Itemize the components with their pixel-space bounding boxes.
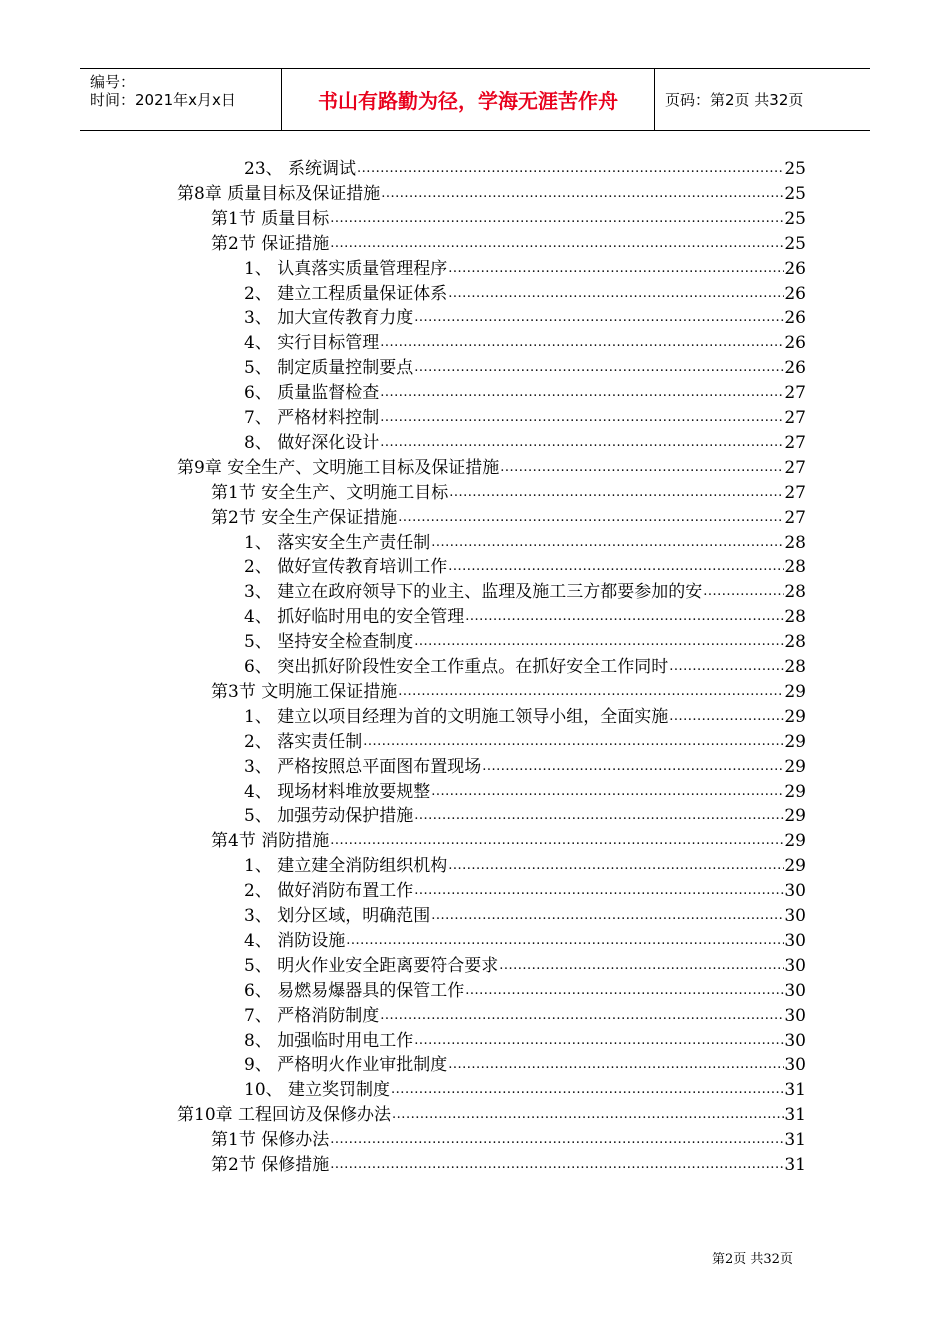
toc-entry-page: 27 bbox=[784, 507, 806, 528]
toc-entry-title: 1、 建立以项目经理为首的文明施工领导小组，全面实施 bbox=[244, 706, 669, 727]
toc-dot-leader bbox=[668, 657, 784, 677]
toc-entry-page: 28 bbox=[784, 557, 806, 578]
toc-entry-title: 3、 划分区域，明确范围 bbox=[244, 906, 431, 926]
toc-entry[interactable] bbox=[244, 628, 806, 652]
toc-entry-title: 第2节 保证措施 bbox=[211, 233, 330, 254]
toc-entry[interactable] bbox=[244, 1027, 806, 1051]
toc-dot-leader bbox=[329, 209, 784, 229]
toc-dot-leader bbox=[464, 607, 784, 627]
toc-entry-title: 第3节 文明施工保证措施 bbox=[211, 681, 398, 702]
toc-entry-page: 27 bbox=[784, 408, 806, 428]
toc-dot-leader bbox=[464, 981, 784, 1001]
toc-entry[interactable] bbox=[244, 603, 806, 627]
toc-entry-page: 28 bbox=[784, 657, 806, 677]
toc-entry-title: 8、 加强临时用电工作 bbox=[244, 1030, 414, 1051]
toc-entry-title: 3、 加大宣传教育力度 bbox=[244, 308, 414, 329]
toc-entry-title: 1、 认真落实质量管理程序 bbox=[244, 258, 448, 279]
toc-entry-page: 30 bbox=[784, 1055, 806, 1076]
toc-entry-page: 31 bbox=[784, 1105, 806, 1126]
toc-entry-title: 第10章 工程回访及保修办法 bbox=[177, 1105, 392, 1126]
toc-dot-leader bbox=[413, 806, 784, 826]
toc-entry[interactable] bbox=[244, 753, 806, 777]
toc-entry-title: 2、 落实责任制 bbox=[244, 731, 363, 752]
toc-dot-leader bbox=[498, 956, 784, 976]
toc-entry[interactable] bbox=[244, 653, 806, 677]
toc-entry-title: 8、 做好深化设计 bbox=[244, 432, 380, 453]
toc-entry[interactable] bbox=[244, 354, 806, 378]
toc-entry-title: 5、 制定质量控制要点 bbox=[244, 358, 414, 379]
header-motto: 书山有路勤为径，学海无涯苦作舟 bbox=[318, 89, 618, 113]
toc-entry[interactable] bbox=[244, 1002, 806, 1026]
toc-dot-leader bbox=[481, 757, 784, 777]
toc-entry[interactable] bbox=[244, 578, 806, 602]
toc-entry-page: 25 bbox=[784, 183, 806, 204]
toc-entry-page: 26 bbox=[784, 283, 806, 304]
toc-entry-title: 第2节 安全生产保证措施 bbox=[211, 507, 398, 528]
toc-entry[interactable] bbox=[244, 952, 806, 976]
toc-entry[interactable] bbox=[244, 728, 806, 752]
toc-entry-title: 4、 实行目标管理 bbox=[244, 333, 380, 354]
toc-entry[interactable] bbox=[244, 778, 806, 802]
toc-entry-page: 31 bbox=[784, 1080, 806, 1101]
toc-dot-leader bbox=[447, 259, 784, 279]
toc-dot-leader bbox=[430, 782, 784, 802]
toc-dot-leader bbox=[430, 906, 784, 926]
toc-entry-title: 5、 坚持安全检查制度 bbox=[244, 632, 414, 653]
toc-entry[interactable] bbox=[244, 927, 806, 951]
toc-entry[interactable] bbox=[244, 529, 806, 553]
toc-dot-leader bbox=[329, 234, 784, 254]
toc-entry[interactable] bbox=[244, 1051, 806, 1075]
toc-entry[interactable] bbox=[211, 504, 806, 528]
header-page-number: 页码：第2页 共32页 bbox=[665, 91, 804, 109]
toc-entry[interactable] bbox=[244, 553, 806, 577]
toc-entry-title: 第1节 质量目标 bbox=[211, 208, 330, 229]
toc-entry-page: 28 bbox=[784, 582, 806, 603]
toc-entry[interactable] bbox=[211, 827, 806, 851]
document-date-label: 时间：2021年x月x日 bbox=[90, 91, 236, 109]
toc-dot-leader bbox=[447, 1055, 784, 1075]
toc-entry-title: 5、 加强劳动保护措施 bbox=[244, 806, 414, 827]
toc-entry-title: 第2节 保修措施 bbox=[211, 1155, 330, 1175]
toc-dot-leader bbox=[702, 582, 784, 602]
toc-entry-page: 26 bbox=[784, 308, 806, 329]
toc-entry-page: 30 bbox=[784, 906, 806, 926]
toc-entry-page: 27 bbox=[784, 432, 806, 453]
toc-entry-title: 4、 现场材料堆放要规整 bbox=[244, 781, 431, 802]
toc-entry-title: 3、 建立在政府领导下的业主、监理及施工三方都要参加的安 bbox=[244, 582, 703, 603]
toc-entry-title: 第1节 安全生产、文明施工目标 bbox=[211, 482, 449, 503]
toc-dot-leader bbox=[397, 508, 784, 528]
toc-entry-title: 4、 消防设施 bbox=[244, 930, 346, 951]
toc-entry-title: 第8章 质量目标及保证措施 bbox=[177, 183, 381, 204]
toc-entry[interactable] bbox=[211, 1151, 806, 1175]
toc-entry[interactable] bbox=[244, 280, 806, 304]
toc-entry[interactable] bbox=[177, 1101, 806, 1125]
page-header bbox=[80, 68, 870, 131]
toc-entry-page: 29 bbox=[784, 856, 806, 877]
toc-entry-title: 第1节 保修办法 bbox=[211, 1130, 330, 1151]
toc-dot-leader bbox=[413, 358, 784, 378]
toc-dot-leader bbox=[379, 333, 784, 353]
toc-entry-page: 27 bbox=[784, 383, 806, 404]
toc-entry[interactable] bbox=[244, 404, 806, 428]
toc-dot-leader bbox=[390, 1080, 784, 1100]
toc-entry-title: 2、 做好宣传教育培训工作 bbox=[244, 557, 448, 578]
toc-entry-page: 29 bbox=[784, 806, 806, 827]
toc-entry[interactable] bbox=[244, 379, 806, 403]
page-footer-number: 第2页 共32页 bbox=[712, 1252, 793, 1267]
toc-entry-page: 30 bbox=[784, 1005, 806, 1026]
toc-entry[interactable] bbox=[244, 703, 806, 727]
toc-entry-page: 29 bbox=[784, 731, 806, 752]
toc-entry-page: 31 bbox=[784, 1155, 806, 1175]
toc-dot-leader bbox=[379, 1006, 784, 1026]
toc-entry-page: 29 bbox=[784, 756, 806, 777]
toc-entry-title: 9、 严格明火作业审批制度 bbox=[244, 1055, 448, 1076]
toc-entry-page: 30 bbox=[784, 980, 806, 1001]
toc-dot-leader bbox=[668, 707, 784, 727]
toc-entry[interactable] bbox=[244, 977, 806, 1001]
toc-entry-page: 25 bbox=[784, 233, 806, 254]
toc-entry[interactable] bbox=[244, 1076, 806, 1100]
toc-entry-title: 6、 易燃易爆器具的保管工作 bbox=[244, 980, 465, 1001]
toc-dot-leader bbox=[413, 632, 784, 652]
toc-entry-title: 5、 明火作业安全距离要符合要求 bbox=[244, 955, 499, 976]
toc-entry-title: 2、 建立工程质量保证体系 bbox=[244, 283, 448, 304]
toc-dot-leader bbox=[345, 931, 784, 951]
toc-entry-page: 25 bbox=[784, 208, 806, 229]
toc-dot-leader bbox=[397, 682, 784, 702]
toc-entry-page: 26 bbox=[784, 258, 806, 279]
toc-entry-title: 第4节 消防措施 bbox=[211, 831, 330, 852]
toc-entry-title: 3、 严格按照总平面图布置现场 bbox=[244, 756, 482, 777]
toc-entry[interactable] bbox=[211, 230, 806, 254]
toc-entry-page: 30 bbox=[784, 1030, 806, 1051]
toc-entry[interactable] bbox=[177, 454, 806, 478]
toc-entry-page: 30 bbox=[784, 881, 806, 902]
toc-dot-leader bbox=[379, 383, 784, 403]
document-number-label: 编号： bbox=[90, 73, 136, 91]
toc-entry-title: 6、 突出抓好阶段性安全工作重点。在抓好安全工作同时 bbox=[244, 657, 669, 677]
toc-dot-leader bbox=[430, 533, 784, 553]
toc-entry-page: 27 bbox=[784, 457, 806, 478]
toc-dot-leader bbox=[413, 881, 784, 901]
toc-entry-title: 23、 系统调试 bbox=[244, 159, 357, 179]
toc-entry-page: 27 bbox=[784, 482, 806, 503]
toc-entry-page: 29 bbox=[784, 831, 806, 852]
toc-dot-leader bbox=[329, 1130, 784, 1150]
toc-entry-page: 29 bbox=[784, 681, 806, 702]
toc-entry[interactable] bbox=[177, 180, 806, 204]
toc-entry-page: 28 bbox=[784, 532, 806, 553]
toc-entry-title: 6、 质量监督检查 bbox=[244, 383, 380, 404]
toc-entry-page: 29 bbox=[784, 781, 806, 802]
toc-dot-leader bbox=[499, 458, 784, 478]
toc-dot-leader bbox=[447, 856, 784, 876]
toc-entry[interactable] bbox=[211, 205, 806, 229]
toc-entry[interactable] bbox=[211, 678, 806, 702]
toc-entry[interactable] bbox=[244, 304, 806, 328]
toc-entry[interactable] bbox=[244, 877, 806, 901]
toc-entry-page: 31 bbox=[784, 1130, 806, 1151]
toc-dot-leader bbox=[413, 308, 784, 328]
toc-entry[interactable] bbox=[211, 479, 806, 503]
toc-entry-title: 1、 落实安全生产责任制 bbox=[244, 532, 431, 553]
toc-entry-title: 7、 严格消防制度 bbox=[244, 1005, 380, 1026]
toc-entry-title: 10、 建立奖罚制度 bbox=[244, 1080, 391, 1101]
toc-entry[interactable] bbox=[244, 155, 806, 179]
toc-entry-page: 28 bbox=[784, 607, 806, 628]
toc-dot-leader bbox=[380, 184, 784, 204]
toc-entry-page: 30 bbox=[784, 955, 806, 976]
toc-entry[interactable] bbox=[211, 1126, 806, 1150]
toc-entry-title: 第9章 安全生产、文明施工目标及保证措施 bbox=[177, 457, 500, 478]
toc-entry[interactable] bbox=[244, 802, 806, 826]
toc-entry-page: 26 bbox=[784, 358, 806, 379]
header-info-cell bbox=[80, 69, 282, 130]
toc-entry[interactable] bbox=[244, 329, 806, 353]
toc-entry[interactable] bbox=[244, 902, 806, 926]
toc-entry-title: 7、 严格材料控制 bbox=[244, 408, 380, 428]
header-motto-cell bbox=[282, 69, 655, 130]
toc-entry-page: 28 bbox=[784, 632, 806, 653]
toc-dot-leader bbox=[379, 408, 784, 428]
toc-dot-leader bbox=[413, 1031, 784, 1051]
toc-dot-leader bbox=[448, 483, 784, 503]
toc-dot-leader bbox=[391, 1105, 784, 1125]
toc-dot-leader bbox=[329, 1155, 784, 1175]
toc-entry-page: 30 bbox=[784, 930, 806, 951]
toc-dot-leader bbox=[447, 557, 784, 577]
toc-entry[interactable] bbox=[244, 852, 806, 876]
toc-dot-leader bbox=[447, 284, 784, 304]
toc-entry-title: 4、 抓好临时用电的安全管理 bbox=[244, 607, 465, 628]
toc-dot-leader bbox=[356, 159, 784, 179]
toc-dot-leader bbox=[362, 732, 784, 752]
toc-entry-page: 25 bbox=[784, 159, 806, 179]
toc-entry-title: 2、 做好消防布置工作 bbox=[244, 881, 414, 902]
toc-entry[interactable] bbox=[244, 255, 806, 279]
toc-dot-leader bbox=[379, 433, 784, 453]
toc-dot-leader bbox=[329, 831, 784, 851]
toc-entry[interactable] bbox=[244, 429, 806, 453]
toc-entry-page: 29 bbox=[784, 706, 806, 727]
toc-entry-title: 1、 建立建全消防组织机构 bbox=[244, 856, 448, 877]
toc-entry-page: 26 bbox=[784, 333, 806, 354]
